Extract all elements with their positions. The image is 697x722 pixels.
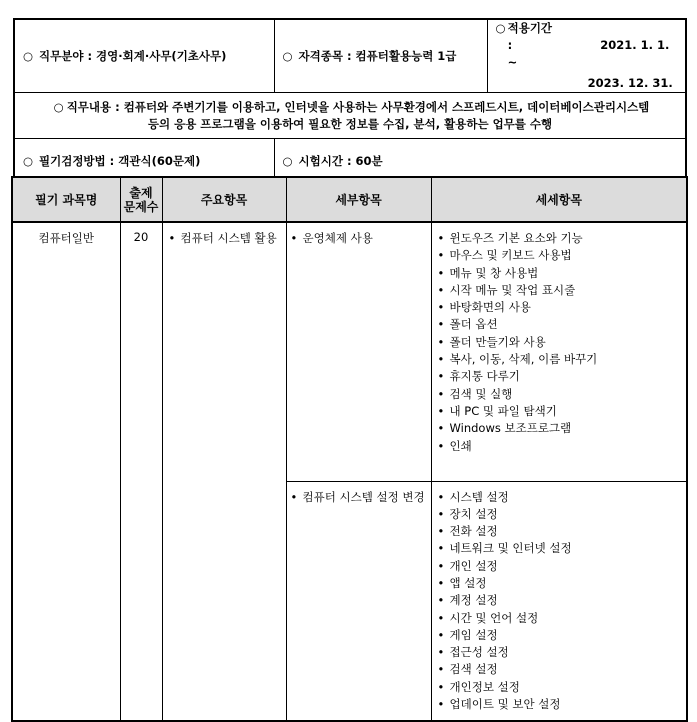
list-item: • 휴지통 다루기 bbox=[437, 369, 520, 384]
sub-item: 운영체제 사용 bbox=[302, 231, 373, 245]
list-item: • 개인 설정 bbox=[437, 558, 498, 573]
period-from: 2021. 1. 1. ~ bbox=[507, 38, 670, 69]
table-row bbox=[12, 222, 687, 481]
detail-cell bbox=[431, 222, 687, 481]
exam-info-header bbox=[13, 18, 687, 186]
list-item: • 인쇄 bbox=[437, 438, 472, 453]
list-item: • 윈도우즈 기본 요소와 기능 bbox=[437, 231, 583, 245]
col-count: 출제 문제수 bbox=[120, 177, 162, 222]
list-item: • 개인정보 설정 bbox=[437, 679, 520, 694]
list-item: • 내 PC 및 파일 탐색기 bbox=[437, 403, 557, 418]
detail-list bbox=[438, 230, 683, 455]
list-item: • 바탕화면의 사용 bbox=[437, 300, 531, 315]
major-item: 컴퓨터 시스템 활용 bbox=[180, 231, 277, 245]
list-item: • 마우스 및 키보드 사용법 bbox=[437, 248, 572, 263]
duty-line-1: 직무내용 : 컴퓨터와 주변기기를 이용하고, 인터넷을 사용하는 사무환경에서 스프레드시트, 데이터베이스관리시스템 bbox=[66, 99, 650, 114]
cert-text: 자격종목 : 컴퓨터활용능력 1급 bbox=[298, 48, 457, 63]
list-item: • 장치 설정 bbox=[437, 506, 498, 521]
list-item: • 시간 및 언어 설정 bbox=[437, 610, 539, 625]
list-item: • 검색 설정 bbox=[437, 662, 498, 677]
list-item: • 복사, 이동, 삭제, 이름 바꾸기 bbox=[437, 352, 598, 367]
col-sub: 세부항목 bbox=[286, 177, 431, 222]
list-item: • 시작 메뉴 및 작업 표시줄 bbox=[437, 282, 576, 297]
period-label: 적용기간 : bbox=[507, 21, 553, 52]
list-item: • Windows 보조프로그램 bbox=[437, 421, 572, 436]
cert-cell: ○ 자격종목 : 컴퓨터활용능력 1급 bbox=[274, 19, 487, 93]
list-item: • 업데이트 및 보안 설정 bbox=[437, 697, 561, 712]
syllabus-table bbox=[11, 176, 688, 722]
list-item: • 네트워크 및 인터넷 설정 bbox=[437, 541, 572, 556]
method-cell: ○ 필기검정방법 : 객관식(60문제) bbox=[14, 139, 274, 185]
method-text: 필기검정방법 : 객관식(60문제) bbox=[39, 153, 201, 168]
major-cell: • 컴퓨터 시스템 활용 bbox=[162, 222, 286, 721]
period-to: 2023. 12. 31. bbox=[587, 76, 673, 90]
sub-cell: • 운영체제 사용 bbox=[286, 222, 431, 481]
list-item: • 메뉴 및 창 사용법 bbox=[437, 265, 539, 280]
list-item: • 전화 설정 bbox=[437, 524, 498, 539]
list-item: • 폴더 옵션 bbox=[437, 317, 498, 332]
field-cell: ○ 직무분야 : 경영·회계·사무(기초사무) bbox=[14, 19, 274, 93]
list-item: • 폴더 만들기와 사용 bbox=[437, 334, 546, 349]
time-text: 시험시간 : 60분 bbox=[298, 153, 383, 168]
period-cell: ○ 적용기간 : 2021. 1. 1. ~ 2023. 12. 31. bbox=[487, 19, 686, 93]
list-item: • 계정 설정 bbox=[437, 593, 498, 608]
subject-cell: 컴퓨터일반 bbox=[12, 222, 120, 721]
list-item: • 검색 및 실행 bbox=[437, 386, 513, 401]
field-text: 직무분야 : 경영·회계·사무(기초사무) bbox=[39, 48, 227, 63]
list-item: • 시스템 설정 bbox=[437, 489, 509, 504]
detail-cell bbox=[431, 481, 687, 721]
sub-cell: • 컴퓨터 시스템 설정 변경 bbox=[286, 481, 431, 721]
list-item: • 접근성 설정 bbox=[437, 645, 509, 660]
detail-list bbox=[438, 489, 683, 714]
count-cell: 20 bbox=[120, 222, 162, 721]
duty-line-2: 등의 응용 프로그램을 이용하여 필요한 정보를 수집, 분석, 활용하는 업무를 수행 bbox=[147, 116, 553, 131]
list-item: • 앱 설정 bbox=[437, 575, 487, 590]
col-detail: 세세항목 bbox=[431, 177, 687, 222]
time-cell: ○ 시험시간 : 60분 bbox=[274, 139, 686, 185]
list-item: • 게임 설정 bbox=[437, 627, 498, 642]
sub-item: 컴퓨터 시스템 설정 변경 bbox=[302, 489, 425, 504]
col-subject: 필기 과목명 bbox=[12, 177, 120, 222]
duty-cell: ○ 직무내용 : 컴퓨터와 주변기기를 이용하고, 인터넷을 사용하는 사무환경에서 스프레드시트, 데이터베이스관리시스템 등의 응용 프로그램을 이용하여 필요한 정보를 수집, 분석, 활용하는 업무를 수행 bbox=[14, 93, 686, 139]
col-major: 주요항목 bbox=[162, 177, 286, 222]
